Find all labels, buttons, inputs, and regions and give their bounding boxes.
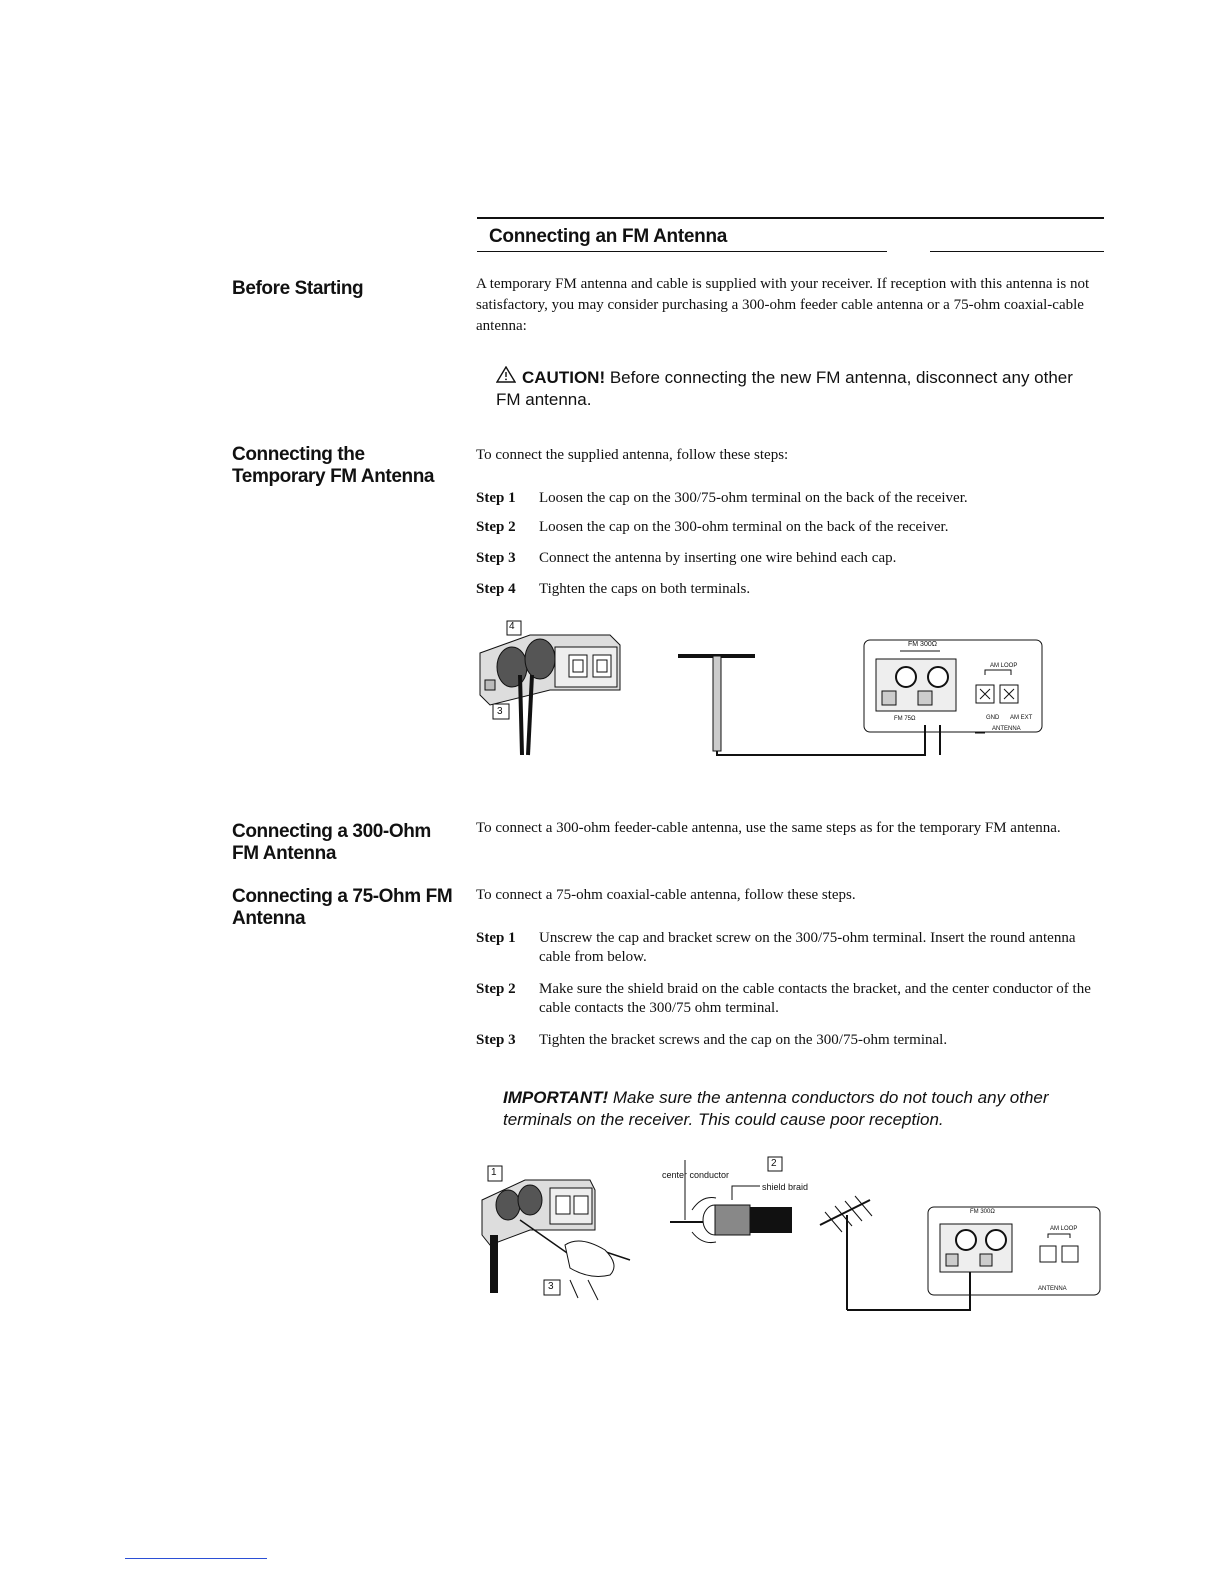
section-title: Connecting an FM Antenna: [489, 226, 728, 247]
important-text: Make sure the antenna conductors do not touch any other terminals on the receiver. This could cause poor reception.: [503, 1088, 1049, 1129]
step-text: Unscrew the cap and bracket screw on the 300/75-ohm terminal. Insert the round antenna cable from below.: [539, 930, 1076, 965]
label-shield-braid: shield braid: [762, 1182, 809, 1192]
important-label: IMPORTANT!: [503, 1088, 609, 1107]
caution-note: [496, 366, 1096, 411]
warning-icon: [496, 366, 516, 389]
callout-1: 1: [491, 1167, 497, 1178]
caution-text: Before connecting the new FM antenna, disconnect any other FM antenna.: [496, 368, 1073, 409]
step-label: Step 3: [476, 550, 516, 566]
step-label: Step 4: [476, 581, 516, 597]
step-text: Tighten the caps on both terminals.: [539, 581, 751, 597]
label-am-loop-2: AM LOOP: [1050, 1226, 1078, 1232]
header-rule-top: [477, 217, 1104, 219]
temp-step: [476, 580, 1108, 599]
label-fm-300: FM 300Ω: [908, 641, 937, 648]
heading-300-ohm: Connecting a 300-Ohm FM Antenna: [232, 821, 431, 864]
step-label: Step 1: [476, 930, 516, 946]
step-label: Step 2: [476, 519, 516, 535]
ohm75-step: [476, 1031, 1108, 1050]
ohm75-step: [476, 980, 1108, 1018]
temp-step: [476, 549, 1108, 568]
label-gnd: GND: [986, 715, 1000, 721]
step-label: Step 1: [476, 490, 516, 506]
temporary-antenna-illustration: [470, 615, 1050, 765]
step-text: Loosen the cap on the 300/75-ohm terminal on the back of the receiver.: [539, 490, 968, 506]
intro-paragraph: A temporary FM antenna and cable is supplied with your receiver. If reception with this antenna is not satisfactory, you may consider purchasing a 300-ohm feeder cable antenna or a 75-ohm coaxial-cable antenna:: [476, 276, 1090, 334]
heading-75-ohm: Connecting a 75-Ohm FM Antenna: [232, 886, 453, 929]
step-text: Make sure the shield braid on the cable contacts the bracket, and the center conductor of the cable contacts the 300/75 ohm terminal.: [539, 981, 1091, 1016]
callout-3-bottom: 3: [548, 1281, 554, 1292]
label-fm-75: FM 75Ω: [894, 716, 916, 722]
coax-antenna-illustration: [470, 1150, 1110, 1320]
step-text: Loosen the cap on the 300-ohm terminal on the back of the receiver.: [539, 519, 949, 535]
label-am-ext: AM EXT: [1010, 715, 1033, 721]
label-antenna-2: ANTENNA: [1038, 1286, 1067, 1292]
ohm300-paragraph: To connect a 300-ohm feeder-cable antenna, use the same steps as for the temporary FM antenna.: [476, 820, 1061, 836]
step-text: Connect the antenna by inserting one wire behind each cap.: [539, 550, 897, 566]
temp-step: [476, 489, 1108, 508]
heading-before-starting: Before Starting: [232, 278, 364, 299]
label-antenna: ANTENNA: [992, 726, 1021, 732]
caution-label: CAUTION!: [522, 368, 606, 387]
callout-4: 4: [509, 621, 515, 632]
label-fm-300-2: FM 300Ω: [970, 1209, 995, 1215]
header-rule-bottom-right: [930, 251, 1104, 252]
ohm75-step: [476, 929, 1108, 967]
ohm75-intro: To connect a 75-ohm coaxial-cable antenna, follow these steps.: [476, 887, 856, 903]
coax-antenna-figure: [470, 1150, 1110, 1320]
important-note: [503, 1087, 1103, 1131]
step-label: Step 2: [476, 981, 516, 997]
step-label: Step 3: [476, 1032, 516, 1048]
callout-2: 2: [771, 1158, 777, 1169]
step-text: Tighten the bracket screws and the cap on the 300/75-ohm terminal.: [539, 1032, 948, 1048]
temp-step: [476, 518, 1108, 537]
label-am-loop: AM LOOP: [990, 663, 1018, 669]
callout-3: 3: [497, 706, 503, 717]
label-center-conductor: center conductor: [662, 1170, 730, 1180]
heading-temporary-antenna: Connecting the Temporary FM Antenna: [232, 444, 435, 487]
footer-rule: [125, 1558, 267, 1559]
temp-intro: To connect the supplied antenna, follow these steps:: [476, 447, 789, 463]
header-rule-bottom-left: [477, 251, 887, 252]
temporary-antenna-figure: [470, 615, 1050, 765]
